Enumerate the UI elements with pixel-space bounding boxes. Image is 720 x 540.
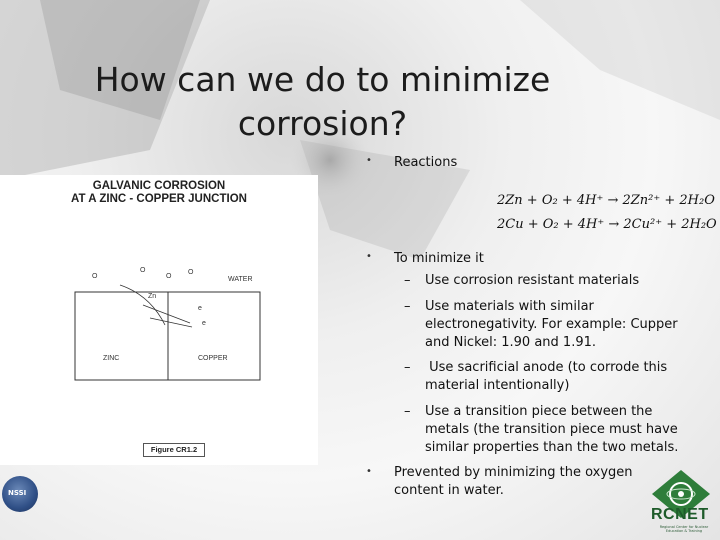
- bullet-dot: •: [366, 155, 372, 166]
- figure-caption: Figure CR1.2: [143, 443, 205, 457]
- slide-title: How can we do to minimize corrosion?: [94, 60, 551, 143]
- zn-label: Zn: [148, 293, 157, 300]
- sub-bullet-4-line2: metals (the transition piece must have: [425, 422, 678, 437]
- copper-label: COPPER: [198, 355, 228, 362]
- sub-bullet-dash: –: [404, 299, 411, 314]
- sub-bullet-4-line1: Use a transition piece between the: [425, 404, 653, 419]
- rcnet-logo-text: RCNET: [651, 506, 709, 523]
- bullet-dot: •: [366, 251, 372, 262]
- reactions-label: Reactions: [394, 155, 458, 170]
- sub-bullet-3-line2: material intentionally): [425, 378, 570, 393]
- figure-title-line1: GALVANIC CORROSION: [92, 180, 226, 192]
- reaction-equation-zinc: 2Zn + O₂ + 4H⁺ → 2Zn²⁺ + 2H₂O: [497, 193, 715, 208]
- sub-bullet-3-line1: Use sacrificial anode (to corrode this: [425, 360, 668, 375]
- junction-diagram: [0, 175, 318, 465]
- minimize-label: To minimize it: [394, 251, 484, 266]
- o2-label-4: O: [188, 269, 194, 276]
- o2-label-2: O: [140, 267, 146, 274]
- rcnet-logo-subtitle: Regional Center for Nuclear Education & Training: [659, 525, 709, 533]
- sub-bullet-dash: –: [404, 273, 411, 288]
- figure-title-line2: AT A ZINC - COPPER JUNCTION: [71, 193, 247, 205]
- bullet-dot: •: [366, 466, 372, 477]
- water-label: WATER: [228, 276, 253, 283]
- electron-label-2: e: [202, 320, 206, 327]
- nssi-logo-text: NSSI: [8, 489, 27, 497]
- electron-label-1: e: [198, 305, 202, 312]
- zinc-label: ZINC: [103, 355, 120, 362]
- sub-bullet-2-line3: and Nickel: 1.90 and 1.91.: [425, 335, 597, 350]
- o2-label-1: O: [92, 273, 98, 280]
- sub-bullet-2-line1: Use materials with similar: [425, 299, 594, 314]
- prevent-line2: content in water.: [394, 483, 504, 498]
- o2-label-3: O: [166, 273, 172, 280]
- reaction-equation-copper: 2Cu + O₂ + 4H⁺ → 2Cu²⁺ + 2H₂O: [497, 217, 717, 232]
- galvanic-corrosion-figure: [0, 175, 318, 465]
- sub-bullet-dash: –: [404, 360, 411, 375]
- sub-bullet-dash: –: [404, 404, 411, 419]
- sub-bullet-4-line3: similar properties than the two metals.: [425, 440, 679, 455]
- prevent-line1: Prevented by minimizing the oxygen: [394, 465, 633, 480]
- sub-bullet-2-line2: electronegativity. For example: Cupper: [425, 317, 678, 332]
- sub-bullet-1: Use corrosion resistant materials: [425, 273, 640, 288]
